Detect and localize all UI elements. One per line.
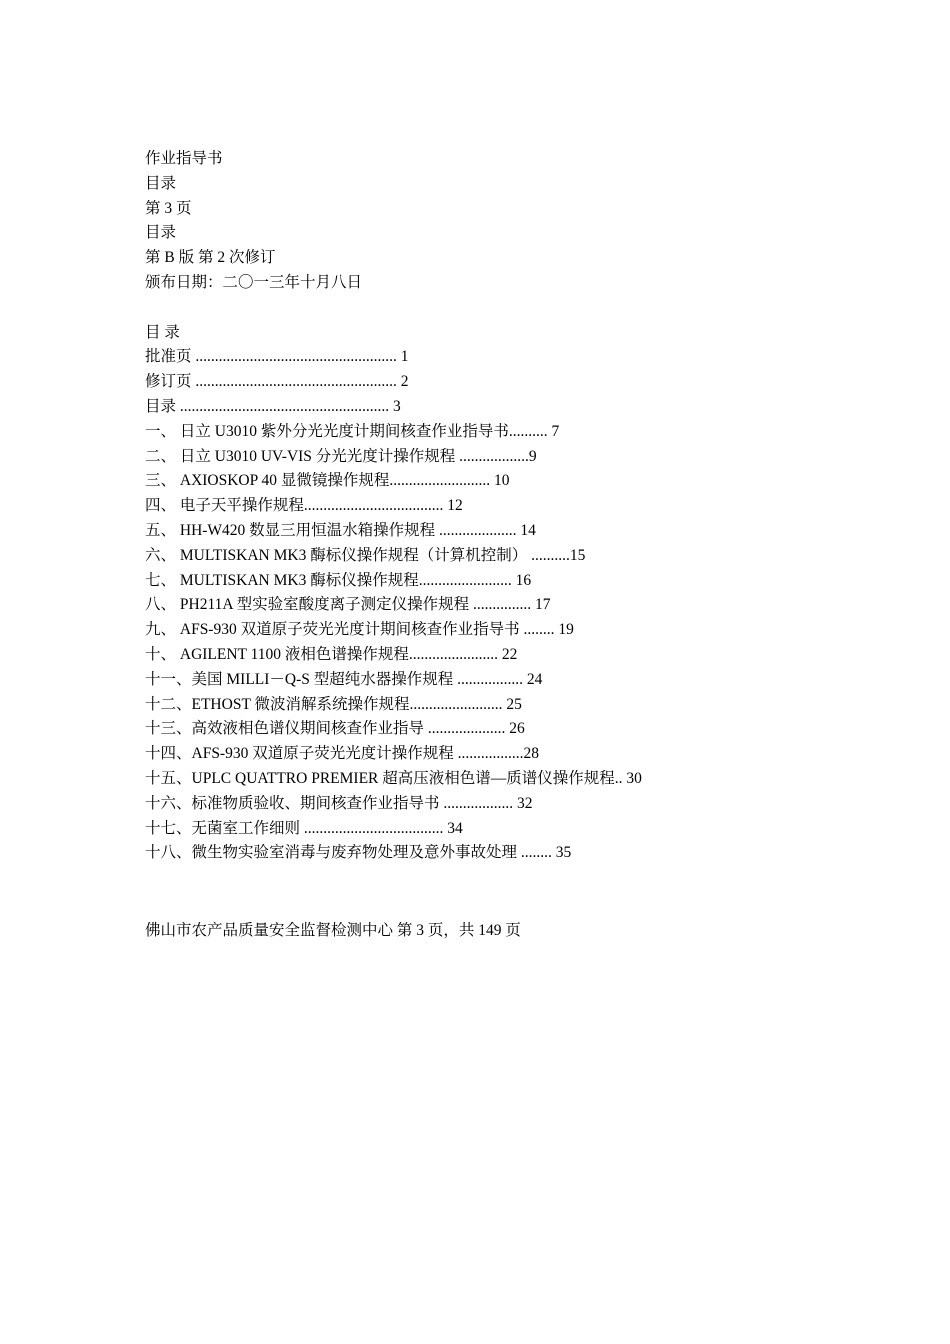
toc-entry[interactable]: 十、 AGILENT 1100 液相色谱操作规程....................... 22: [145, 645, 518, 663]
toc-title: 目 录: [145, 323, 180, 341]
toc-entry[interactable]: 二、 日立 U3010 UV-VIS 分光光度计操作规程 ..................9: [145, 447, 537, 465]
spacer: [145, 296, 845, 321]
edition-line: 第 B 版 第 2 次修订: [145, 249, 276, 267]
issue-date-line: 颁布日期：二〇一三年十月八日: [145, 273, 363, 291]
table-of-contents: [145, 345, 845, 866]
toc-entry[interactable]: 八、 PH211A 型实验室酸度离子测定仪操作规程 ............... 17: [145, 596, 551, 614]
toc-entry[interactable]: 十六、标准物质验收、期间核查作业指导书 .................. 32: [145, 794, 533, 812]
toc-entry[interactable]: 十八、微生物实验室消毒与废弃物处理及意外事故处理 ........ 35: [145, 844, 572, 862]
toc-entry[interactable]: 九、 AFS-930 双道原子荧光光度计期间核查作业指导书 ........ 19: [145, 621, 574, 639]
doc-type-line: 作业指导书: [145, 150, 223, 167]
toc-entry[interactable]: 十五、UPLC QUATTRO PREMIER 超高压液相色谱—质谱仪操作规程.. 30: [145, 769, 642, 787]
toc-entry[interactable]: 三、 AXIOSKOP 40 显微镜操作规程.......................... 10: [145, 472, 510, 490]
section-label-line: 目录: [145, 174, 177, 192]
toc-entry[interactable]: 十二、ETHOST 微波消解系统操作规程........................ 25: [145, 695, 522, 713]
page-footer: 佛山市农产品质量安全监督检测中心 第 3 页，共 149 页: [145, 922, 521, 939]
toc-entry[interactable]: 一、 日立 U3010 紫外分光光度计期间核查作业指导书.......... 7: [145, 422, 560, 440]
page-number-line: 第 3 页: [145, 199, 192, 217]
toc-entry[interactable]: 修订页 .................................................... 2: [145, 373, 409, 391]
toc-entry[interactable]: 十四、AFS-930 双道原子荧光光度计操作规程 .................28: [145, 745, 539, 763]
toc-entry[interactable]: 四、 电子天平操作规程.................................... 12: [145, 497, 463, 515]
toc-entry[interactable]: 十一、美国 MILLI－Q-S 型超纯水器操作规程 ................. 24: [145, 670, 543, 688]
toc-entry[interactable]: 批准页 .................................................... 1: [145, 348, 409, 366]
toc-entry[interactable]: 六、 MULTISKAN MK3 酶标仪操作规程（计算机控制） ..........15: [145, 546, 586, 564]
toc-entry[interactable]: 十七、无菌室工作细则 .................................... 34: [145, 819, 463, 837]
toc-entry[interactable]: 七、 MULTISKAN MK3 酶标仪操作规程........................ 16: [145, 571, 532, 589]
section-label-line-2: 目录: [145, 224, 177, 242]
toc-entry[interactable]: 十三、高效液相色谱仪期间核查作业指导 .................... 26: [145, 720, 525, 738]
toc-entry[interactable]: 目录 ...................................................... 3: [145, 397, 401, 415]
toc-entry[interactable]: 五、 HH-W420 数显三用恒温水箱操作规程 .................... 14: [145, 521, 536, 539]
page-content: [145, 147, 845, 866]
